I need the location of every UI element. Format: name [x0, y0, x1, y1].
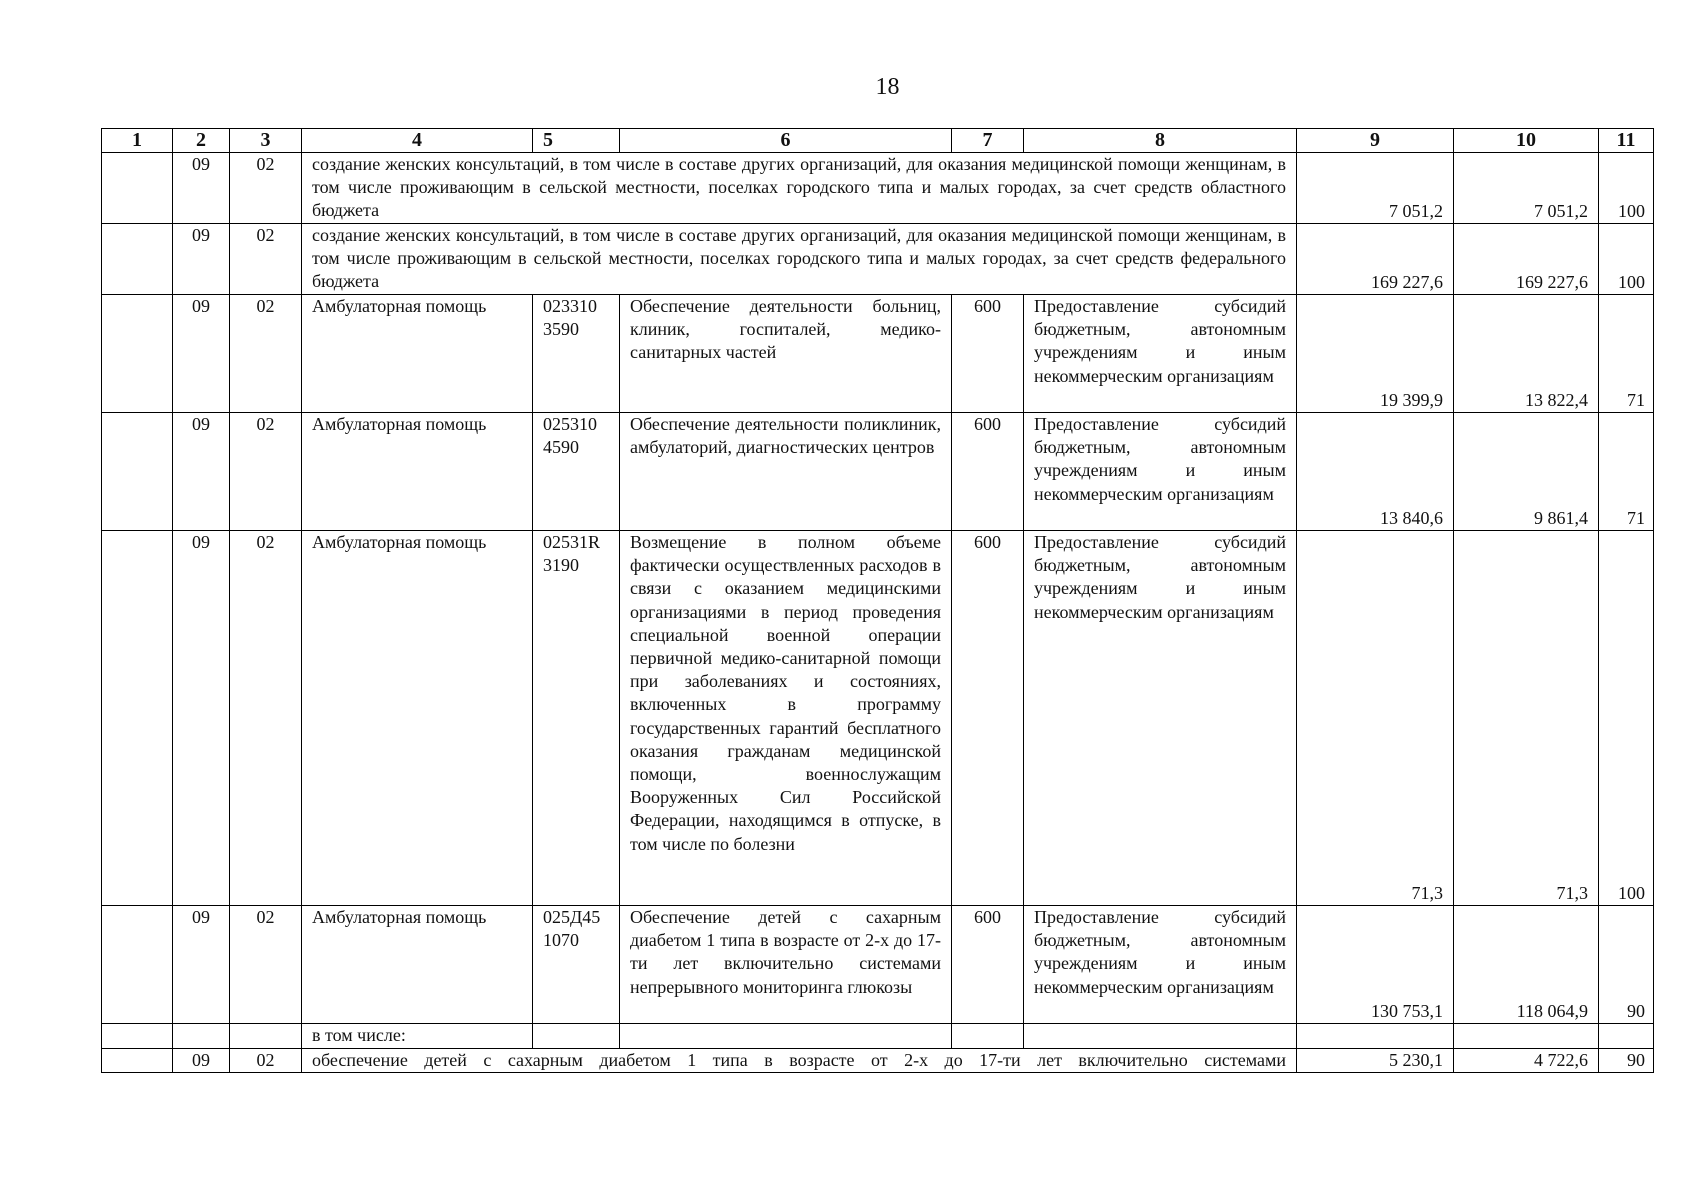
- cell-percent: 100: [1599, 531, 1654, 906]
- cell-section: 09: [173, 531, 230, 906]
- column-header: 11: [1599, 129, 1654, 153]
- cell-expense-code: 600: [952, 906, 1024, 1024]
- cell-target: Обеспечение деятельности больниц, клиник, госпиталей, медико-санитарных частей: [620, 295, 952, 413]
- cell-description: создание женских консультаций, в том числе в составе других организаций, для оказания медицинской помощи женщинам, в том числе проживающим в сельской местности, поселках городского типа и малых городах, за счет средств областного бюджета: [302, 153, 1297, 224]
- column-header: 7: [952, 129, 1024, 153]
- table-row: [102, 1049, 1654, 1073]
- table-header-row: [102, 129, 1654, 153]
- page-number: 18: [875, 74, 900, 100]
- cell-empty: [102, 413, 173, 531]
- cell-subsection: 02: [230, 1049, 302, 1073]
- cell-note: в том числе:: [302, 1024, 533, 1049]
- cell-expense-code: 600: [952, 531, 1024, 906]
- cell-code: [533, 413, 620, 531]
- cell-empty: [173, 1024, 230, 1049]
- cell-name: Амбулаторная помощь: [302, 413, 533, 531]
- cell-section: 09: [173, 295, 230, 413]
- table-row: [102, 531, 1654, 906]
- cell-percent: 71: [1599, 295, 1654, 413]
- cell-expense-code: 600: [952, 295, 1024, 413]
- cell-empty: [102, 906, 173, 1024]
- cell-expense-code: 600: [952, 413, 1024, 531]
- cell-planned: 13 840,6: [1297, 413, 1454, 531]
- cell-empty: [1024, 1024, 1297, 1049]
- cell-percent: 90: [1599, 906, 1654, 1024]
- cell-section: 09: [173, 906, 230, 1024]
- cell-percent: 100: [1599, 224, 1654, 295]
- cell-description: обеспечение детей с сахарным диабетом 1 типа в возрасте от 2-х до 17-ти лет включительно системами: [302, 1049, 1297, 1073]
- code-part-b: 3190: [543, 555, 579, 576]
- cell-empty: [533, 1024, 620, 1049]
- cell-name: Амбулаторная помощь: [302, 906, 533, 1024]
- cell-name: Амбулаторная помощь: [302, 531, 533, 906]
- cell-section: 09: [173, 1049, 230, 1073]
- cell-code: [533, 906, 620, 1024]
- column-header: 10: [1454, 129, 1599, 153]
- cell-expense-type: Предоставление субсидий бюджетным, автономным учреждениям и иным некоммерческим организациям: [1024, 531, 1297, 906]
- cell-executed: 13 822,4: [1454, 295, 1599, 413]
- cell-executed: 71,3: [1454, 531, 1599, 906]
- cell-executed: 9 861,4: [1454, 413, 1599, 531]
- cell-subsection: 02: [230, 153, 302, 224]
- cell-planned: 5 230,1: [1297, 1049, 1454, 1073]
- budget-execution-table: [101, 128, 1654, 1073]
- column-header: 8: [1024, 129, 1297, 153]
- cell-subsection: 02: [230, 413, 302, 531]
- cell-target: Возмещение в полном объеме фактически осуществленных расходов в связи с оказанием медицинскими организациями в период проведения специальной военной операции первичной медико-санитарной помощи при заболеваниях и состояниях, включенных в программу государственных гарантий бесплатного оказания гражданам медицинской помощи, военнослужащим Вооруженных Сил Российской Федерации, находящимся в отпуске, в том числе по болезни: [620, 531, 952, 906]
- cell-expense-type: Предоставление субсидий бюджетным, автономным учреждениям и иным некоммерческим организациям: [1024, 413, 1297, 531]
- cell-executed: 118 064,9: [1454, 906, 1599, 1024]
- cell-planned: 71,3: [1297, 531, 1454, 906]
- cell-executed: 4 722,6: [1454, 1049, 1599, 1073]
- cell-section: 09: [173, 224, 230, 295]
- code-part-a: 025Д45: [543, 907, 601, 927]
- table-row: [102, 1024, 1654, 1049]
- cell-expense-type: Предоставление субсидий бюджетным, автономным учреждениям и иным некоммерческим организациям: [1024, 906, 1297, 1024]
- cell-empty: [1454, 1024, 1599, 1049]
- cell-executed: 169 227,6: [1454, 224, 1599, 295]
- table-row: [102, 413, 1654, 531]
- cell-planned: 130 753,1: [1297, 906, 1454, 1024]
- column-header: 3: [230, 129, 302, 153]
- cell-empty: [102, 153, 173, 224]
- cell-section: 09: [173, 153, 230, 224]
- table-row: [102, 295, 1654, 413]
- cell-expense-type: Предоставление субсидий бюджетным, автономным учреждениям и иным некоммерческим организациям: [1024, 295, 1297, 413]
- table-row: [102, 153, 1654, 224]
- cell-percent: 90: [1599, 1049, 1654, 1073]
- cell-code: [533, 531, 620, 906]
- cell-name: Амбулаторная помощь: [302, 295, 533, 413]
- column-header: 4: [302, 129, 533, 153]
- cell-subsection: 02: [230, 224, 302, 295]
- cell-planned: 169 227,6: [1297, 224, 1454, 295]
- cell-planned: 19 399,9: [1297, 295, 1454, 413]
- cell-subsection: 02: [230, 531, 302, 906]
- cell-executed: 7 051,2: [1454, 153, 1599, 224]
- column-header: 5: [533, 129, 620, 153]
- code-part-b: 3590: [543, 319, 579, 340]
- code-part-b: 1070: [543, 930, 579, 951]
- cell-empty: [1599, 1024, 1654, 1049]
- cell-empty: [1297, 1024, 1454, 1049]
- cell-percent: 71: [1599, 413, 1654, 531]
- cell-percent: 100: [1599, 153, 1654, 224]
- code-part-a: 023310: [543, 296, 597, 316]
- table-row: [102, 906, 1654, 1024]
- column-header: 9: [1297, 129, 1454, 153]
- column-header: 2: [173, 129, 230, 153]
- cell-empty: [102, 224, 173, 295]
- cell-subsection: 02: [230, 295, 302, 413]
- cell-empty: [620, 1024, 952, 1049]
- cell-target: Обеспечение детей с сахарным диабетом 1 типа в возрасте от 2-х до 17-ти лет включительно системами непрерывного мониторинга глюкозы: [620, 906, 952, 1024]
- cell-empty: [952, 1024, 1024, 1049]
- cell-empty: [102, 295, 173, 413]
- cell-empty: [230, 1024, 302, 1049]
- cell-code: [533, 295, 620, 413]
- code-part-a: 025310: [543, 414, 597, 434]
- column-header: 6: [620, 129, 952, 153]
- cell-target: Обеспечение деятельности поликлиник, амбулаторий, диагностических центров: [620, 413, 952, 531]
- cell-section: 09: [173, 413, 230, 531]
- cell-empty: [102, 531, 173, 906]
- column-header: 1: [102, 129, 173, 153]
- cell-empty: [102, 1049, 173, 1073]
- table-row: [102, 224, 1654, 295]
- code-part-a: 02531R: [543, 532, 601, 552]
- cell-subsection: 02: [230, 906, 302, 1024]
- code-part-b: 4590: [543, 437, 579, 458]
- cell-planned: 7 051,2: [1297, 153, 1454, 224]
- cell-description: создание женских консультаций, в том числе в составе других организаций, для оказания медицинской помощи женщинам, в том числе проживающим в сельской местности, поселках городского типа и малых городах, за счет средств федерального бюджета: [302, 224, 1297, 295]
- cell-empty: [102, 1024, 173, 1049]
